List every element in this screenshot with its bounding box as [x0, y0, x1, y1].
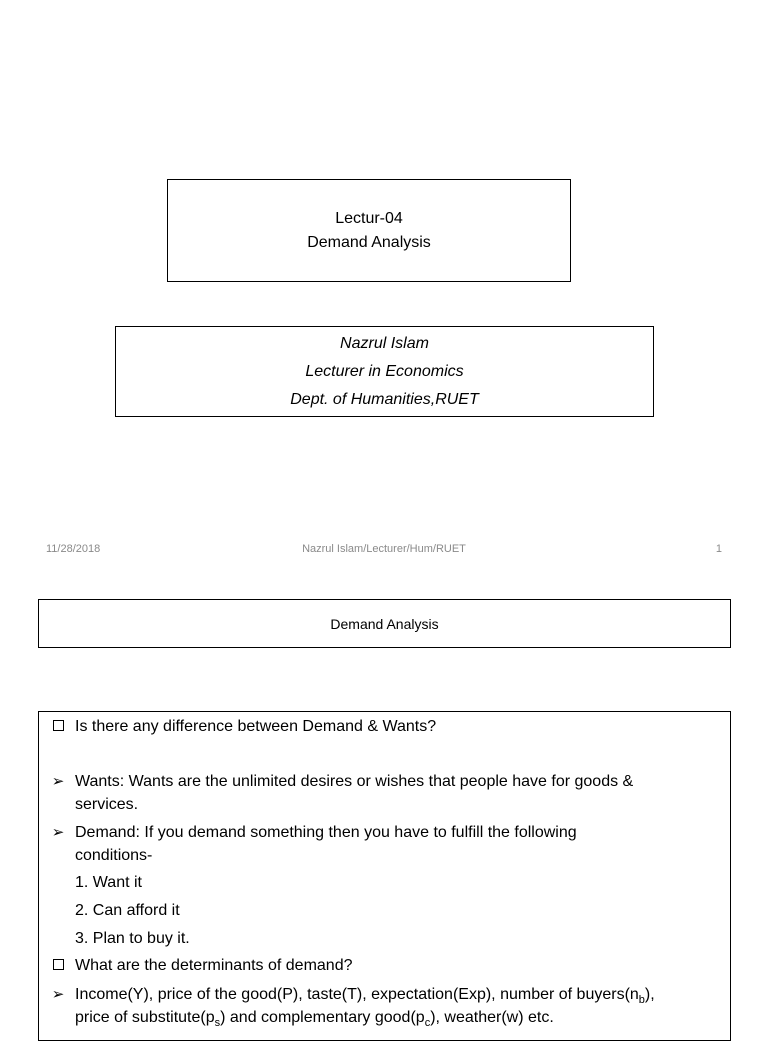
- author-name: Nazrul Islam: [340, 334, 429, 352]
- demand-line-1: Demand: If you demand something then you have to fulfill the following: [75, 824, 577, 841]
- determinants-text-b: ),: [644, 986, 655, 1003]
- question-2: [47, 954, 722, 977]
- determinants-text-e: ), weather(w) etc.: [430, 1009, 554, 1026]
- question-1-text: Is there any difference between Demand & Wants?: [75, 718, 437, 735]
- footer-author: Nazrul Islam/Lecturer/Hum/RUET: [302, 543, 466, 555]
- determinants-text-a: Income(Y), price of the good(P), taste(T), expectation(Exp), number of buyers(n: [75, 986, 639, 1003]
- subscript-s: s: [214, 1017, 221, 1030]
- author-title: Lecturer in Economics: [305, 362, 464, 380]
- condition-2: 2. Can afford it: [75, 902, 180, 919]
- square-bullet-icon: [47, 954, 69, 970]
- heading-text: Demand Analysis: [330, 615, 439, 632]
- lecture-number: Lectur-04: [335, 209, 403, 227]
- question-2-text: What are the determinants of demand?: [75, 957, 353, 974]
- footer-date: 11/28/2018: [46, 543, 101, 555]
- determinants-text-d: ) and complementary good(p: [220, 1009, 425, 1026]
- wants-line-2: services.: [75, 796, 139, 813]
- determinants-bullet: [47, 983, 722, 1029]
- subscript-b: b: [638, 994, 645, 1007]
- content-box: [38, 711, 731, 1041]
- title-box: [167, 179, 571, 282]
- square-bullet-icon: [47, 715, 69, 731]
- subscript-c: c: [424, 1017, 431, 1030]
- wants-line-1: Wants: Wants are the unlimited desires or wishes that people have for goods &: [75, 773, 634, 790]
- determinants-line-2: [75, 1006, 722, 1029]
- demand-bullet: [47, 821, 722, 867]
- condition-3: 3. Plan to buy it.: [75, 930, 190, 947]
- arrow-bullet-icon: ➢: [51, 986, 65, 1003]
- determinants-text-c: price of substitute(p: [75, 1009, 215, 1026]
- slide-heading: [38, 599, 731, 648]
- author-box: [115, 326, 654, 417]
- wants-bullet: [47, 770, 722, 816]
- lecture-title: Demand Analysis: [307, 233, 431, 251]
- demand-line-2: conditions-: [75, 847, 153, 864]
- arrow-bullet-icon: ➢: [51, 773, 65, 790]
- author-department: Dept. of Humanities,RUET: [290, 390, 479, 408]
- condition-1: 1. Want it: [75, 874, 142, 891]
- arrow-bullet-icon: ➢: [51, 824, 65, 841]
- determinants-line-1: [75, 983, 722, 1006]
- footer-page-number: 1: [715, 543, 722, 555]
- question-1: [47, 715, 722, 738]
